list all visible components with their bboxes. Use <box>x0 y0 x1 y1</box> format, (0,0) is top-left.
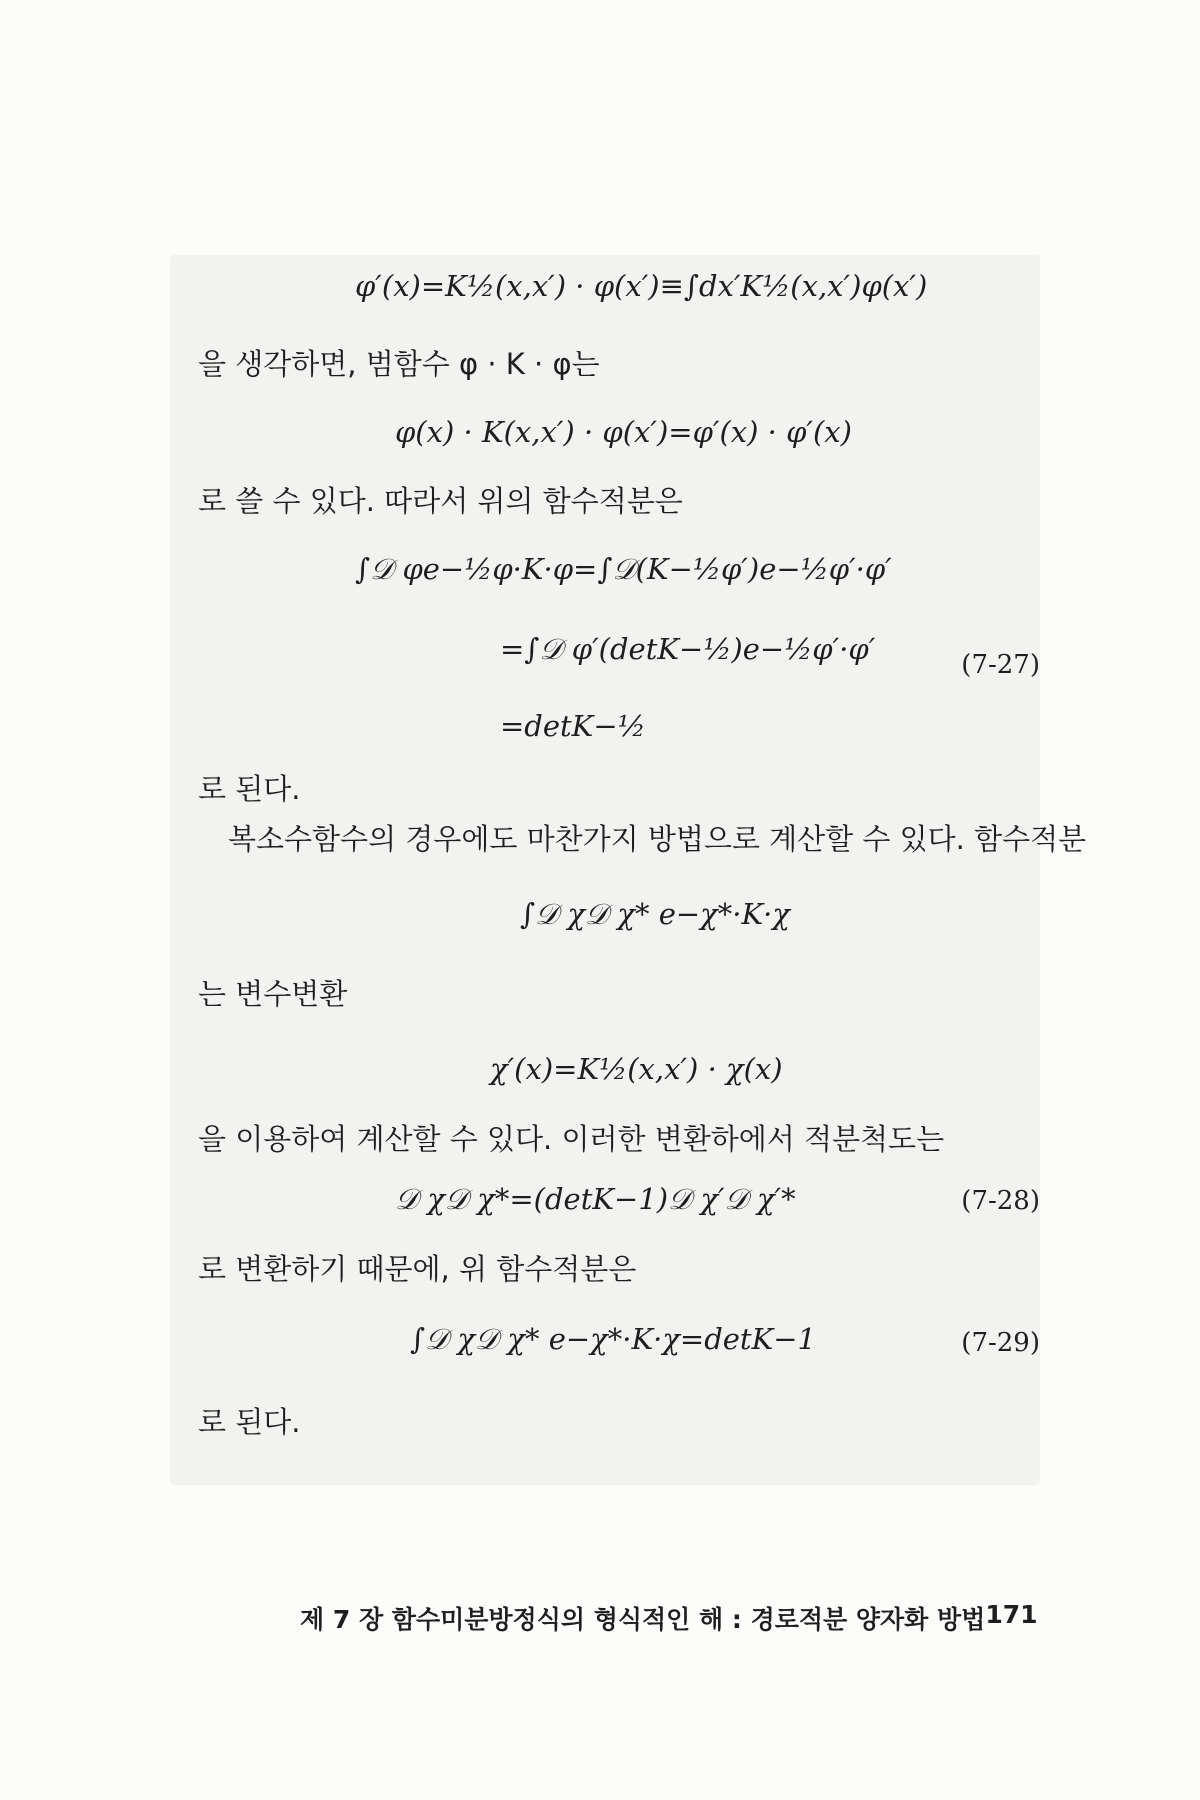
equation-number-7-29: (7-29) <box>961 1328 1040 1358</box>
equation-7-27-line1: ∫𝒟 φe−½φ·K·φ=∫𝒟(K−½φ′)e−½φ′·φ′ <box>355 552 892 586</box>
equation-complex-integral: ∫𝒟 χ𝒟 χ* e−χ*·K·χ <box>520 897 790 931</box>
paragraph-3: 로 된다. <box>198 772 301 806</box>
equation-7-29: ∫𝒟 χ𝒟 χ* e−χ*·K·χ=detK−1 <box>410 1322 816 1356</box>
equation-7-27-line2: =∫𝒟 φ′(detK−½)e−½φ′·φ′ <box>500 632 876 666</box>
paragraph-4: 복소수함수의 경우에도 마찬가지 방법으로 계산할 수 있다. 함수적분 <box>228 822 1087 856</box>
page-footer <box>300 1600 1038 1636</box>
chapter-title: 제 7 장 함수미분방정식의 형식적인 해 : 경로적분 양자화 방법 <box>300 1605 986 1634</box>
equation-number-7-28: (7-28) <box>961 1186 1040 1216</box>
equation-chi-transform: χ′(x)=K½(x,x′) · χ(x) <box>490 1052 783 1086</box>
equation-7-27-line3: =detK−½ <box>500 709 646 743</box>
equation-7-28: 𝒟 χ𝒟 χ*=(detK−1)𝒟 χ′𝒟 χ′* <box>395 1182 796 1216</box>
paragraph-2: 로 쓸 수 있다. 따라서 위의 함수적분은 <box>198 484 683 518</box>
paragraph-8: 로 된다. <box>198 1405 301 1439</box>
equation-quadratic-form: φ(x) · K(x,x′) · φ(x′)=φ′(x) · φ′(x) <box>395 415 852 449</box>
paragraph-7: 로 변환하기 때문에, 위 함수적분은 <box>198 1252 637 1286</box>
equation-field-transform: φ′(x)=K½(x,x′) · φ(x′)≡∫dx′K½(x,x′)φ(x′) <box>355 269 928 303</box>
paragraph-5: 는 변수변환 <box>198 977 348 1011</box>
paragraph-1: 을 생각하면, 범함수 φ · K · φ는 <box>198 347 600 381</box>
paragraph-6: 을 이용하여 계산할 수 있다. 이러한 변환하에서 적분척도는 <box>198 1122 945 1156</box>
equation-number-7-27: (7-27) <box>961 650 1040 680</box>
page-number: 171 <box>985 1600 1038 1629</box>
